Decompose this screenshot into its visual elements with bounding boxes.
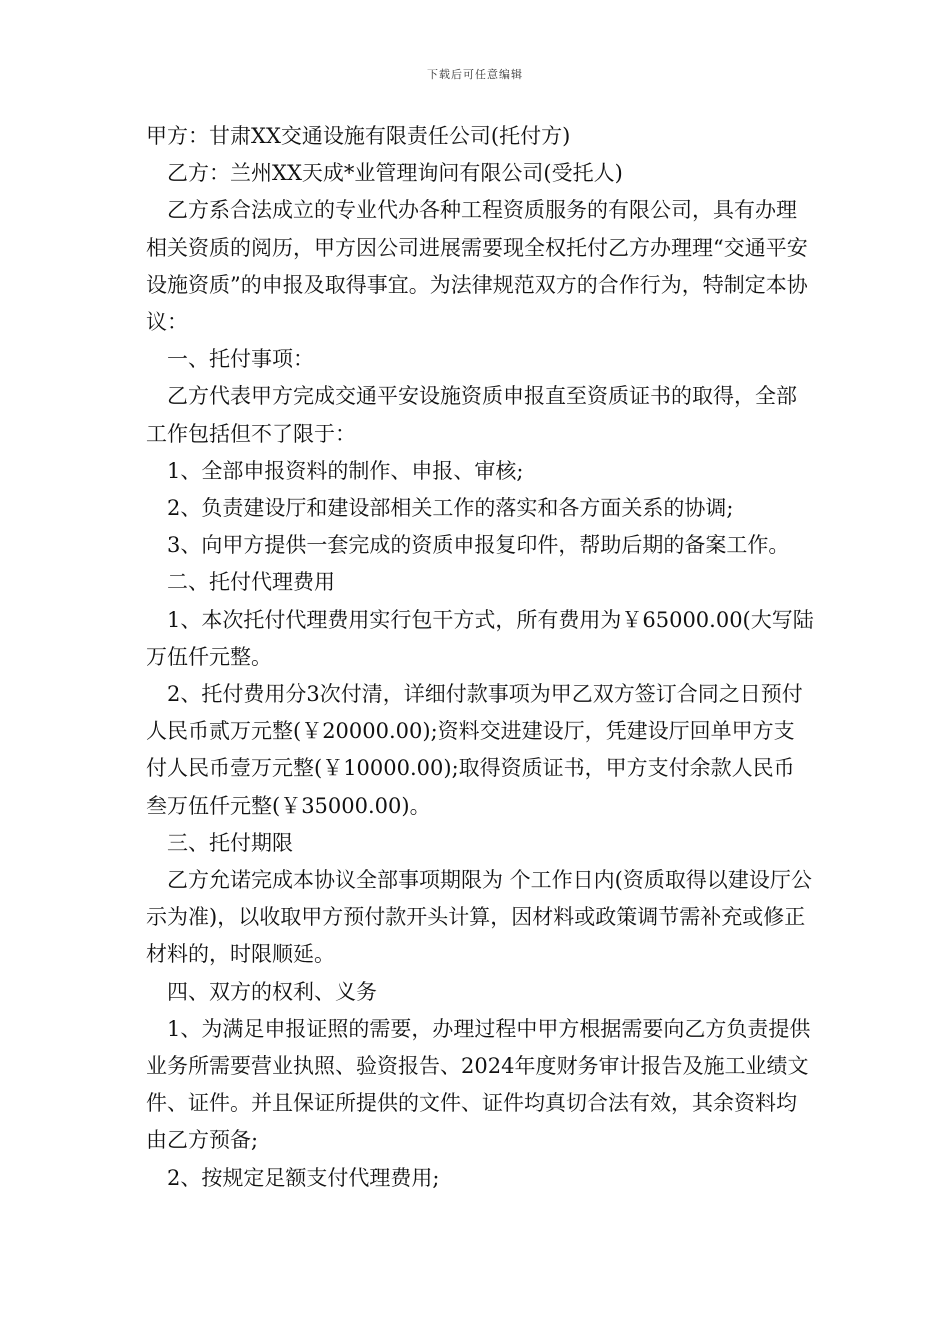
page-header-note: 下载后可任意编辑 <box>427 68 523 81</box>
section-3-title: 三、托付期限 <box>167 830 293 855</box>
section-3-body: 乙方允诺完成本协议全部事项期限为 个工作日内(资质取得以建设厅公示为准)，以收取甲方预付款开头计算，因材料或政策调节需补充或修正材料的，时限顺延。 <box>146 868 812 967</box>
section-1-title: 一、托付事项： <box>167 347 314 372</box>
section-4-item-2: 2、按规定足额支付代理费用; <box>167 1165 440 1190</box>
section-1-item-3: 3、向甲方提供一套完成的资质申报复印件，帮助后期的备案工作。 <box>167 533 790 558</box>
intro-paragraph: 乙方系合法成立的专业代办各种工程资质服务的有限公司，具有办理相关资质的阅历，甲方因公司进展需要现全权托付乙方办理理“交通平安设施资质”的申报及取得事宜。为法律规范双方的合作行为，特制定本协议： <box>146 198 808 335</box>
section-2-title: 二、托付代理费用 <box>167 570 335 595</box>
section-2-item-2: 2、托付费用分3次付清，详细付款事项为甲乙双方签订合同之日预付人民币贰万元整(￥20000.00);资料交进建设厅，凭建设厅回单甲方支付人民币壹万元整(￥10000.00);取得资质证书，甲方支付余款人民币叁万伍仟元整(￥35000.00)。 <box>146 682 803 818</box>
party-a-line: 甲方：甘肃XX交通设施有限责任公司(托付方) <box>146 124 571 148</box>
section-1-body: 乙方代表甲方完成交通平安设施资质申报直至资质证书的取得，全部工作包括但不了限于： <box>146 384 797 446</box>
section-1-item-1: 1、全部申报资料的制作、申报、审核; <box>167 458 524 483</box>
party-b-line: 乙方：兰州XX天成*业管理询问有限公司(受托人) <box>167 161 623 186</box>
section-4-title: 四、双方的权利、义务 <box>167 979 377 1004</box>
section-1-item-2: 2、负责建设厅和建设部相关工作的落实和各方面关系的协调; <box>167 496 734 521</box>
section-2-item-1: 1、本次托付代理费用实行包干方式，所有费用为￥65000.00(大写陆万伍仟元整。 <box>146 607 814 669</box>
contract-body <box>146 118 814 1197</box>
section-4-item-1: 1、为满足申报证照的需要，办理过程中甲方根据需要向乙方负责提供业务所需要营业执照、验资报告、2024年度财务审计报告及施工业绩文件、证件。并且保证所提供的文件、证件均真切合法有效，其余资料均由乙方预备; <box>146 1016 811 1153</box>
